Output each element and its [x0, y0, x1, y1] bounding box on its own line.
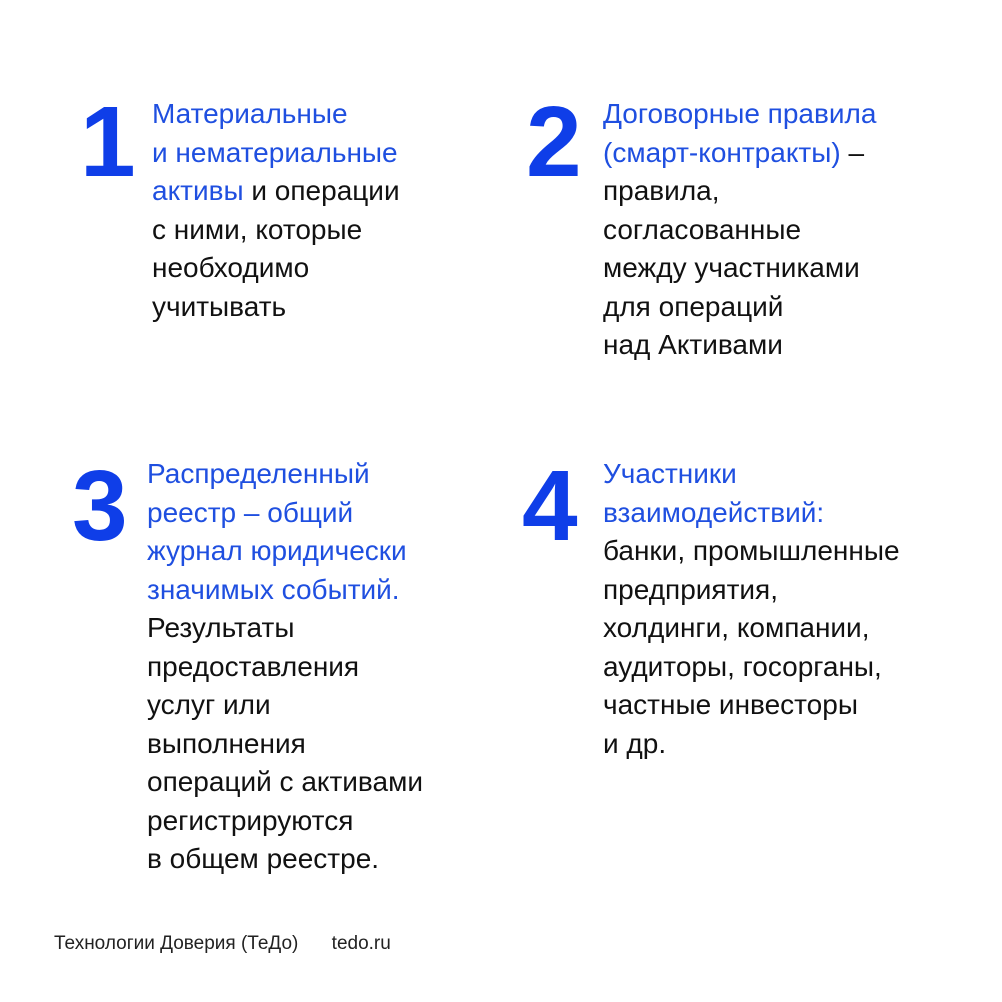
body-text: и др. [603, 727, 667, 759]
text-line [147, 725, 423, 764]
accent-text: активы [152, 175, 244, 206]
text-line [603, 211, 876, 250]
body-text: необходимо [152, 252, 310, 283]
text-line [147, 494, 423, 533]
text-line [603, 725, 900, 764]
item-text [147, 455, 423, 879]
text-line [147, 763, 423, 802]
body-text: согласованные [603, 213, 802, 245]
accent-text: Договорные правила [603, 98, 877, 129]
body-text: с ними, которые [152, 213, 363, 245]
body-text: предприятия, [603, 573, 778, 605]
text-line [603, 494, 900, 533]
item-text [603, 95, 876, 365]
item-number: 4 [522, 450, 576, 562]
footer-org: Технологии Доверия (ТеДо) [54, 933, 299, 954]
text-line [147, 802, 423, 841]
footer [54, 933, 391, 955]
text-line [603, 172, 876, 211]
text-line [603, 686, 900, 725]
text-line [152, 288, 400, 327]
body-text: и операции [243, 175, 400, 206]
text-line [152, 249, 400, 288]
text-line [603, 455, 900, 494]
accent-text: Участники [603, 458, 737, 489]
text-line [603, 571, 900, 610]
body-text: над Активами [603, 329, 783, 360]
text-line [603, 288, 876, 327]
item-text [152, 95, 400, 326]
accent-text: журнал юридически [147, 535, 407, 566]
accent-text: Материальные [152, 98, 348, 129]
text-line [152, 95, 400, 134]
text-line [147, 455, 423, 494]
body-text: между участниками [603, 252, 860, 283]
text-line [603, 326, 876, 365]
text-line [152, 211, 400, 250]
accent-text: взаимодействий: [603, 496, 825, 528]
accent-text: Распределенный [147, 458, 370, 489]
text-line [152, 134, 400, 173]
body-text: учитывать [152, 290, 287, 322]
footer-site-link[interactable]: tedo.ru [331, 933, 391, 954]
text-line [147, 609, 423, 648]
body-text: холдинги, компании, [603, 612, 870, 643]
body-text: в общем реестре. [147, 843, 380, 874]
text-line [147, 686, 423, 725]
text-line [603, 532, 900, 571]
text-line [603, 134, 876, 173]
text-line [603, 249, 876, 288]
body-text: – [840, 136, 865, 168]
text-line [147, 571, 423, 610]
text-line [147, 532, 423, 571]
text-line [147, 648, 423, 687]
body-text: Результаты [147, 612, 295, 643]
body-text: регистрируются [147, 804, 354, 836]
body-text: предоставления [147, 650, 360, 682]
body-text: услуг или [147, 689, 271, 720]
body-text: выполнения [147, 727, 306, 759]
accent-text: реестр – общий [147, 496, 354, 528]
body-text: для операций [603, 290, 784, 322]
item-number: 1 [80, 86, 134, 198]
text-line [603, 648, 900, 687]
item-number: 2 [526, 86, 580, 198]
text-line [603, 95, 876, 134]
body-text: частные инвесторы [603, 689, 858, 720]
item-number: 3 [72, 450, 126, 562]
body-text: правила, [603, 175, 720, 206]
accent-text: и нематериальные [152, 136, 398, 168]
text-line [147, 840, 423, 879]
body-text: банки, промышленные [603, 535, 900, 566]
accent-text: значимых событий. [147, 573, 400, 605]
text-line [152, 172, 400, 211]
accent-text: (смарт-контракты) [603, 136, 841, 168]
body-text: операций с активами [147, 766, 423, 797]
body-text: аудиторы, госорганы, [603, 650, 882, 682]
text-line [603, 609, 900, 648]
item-text [603, 455, 900, 763]
